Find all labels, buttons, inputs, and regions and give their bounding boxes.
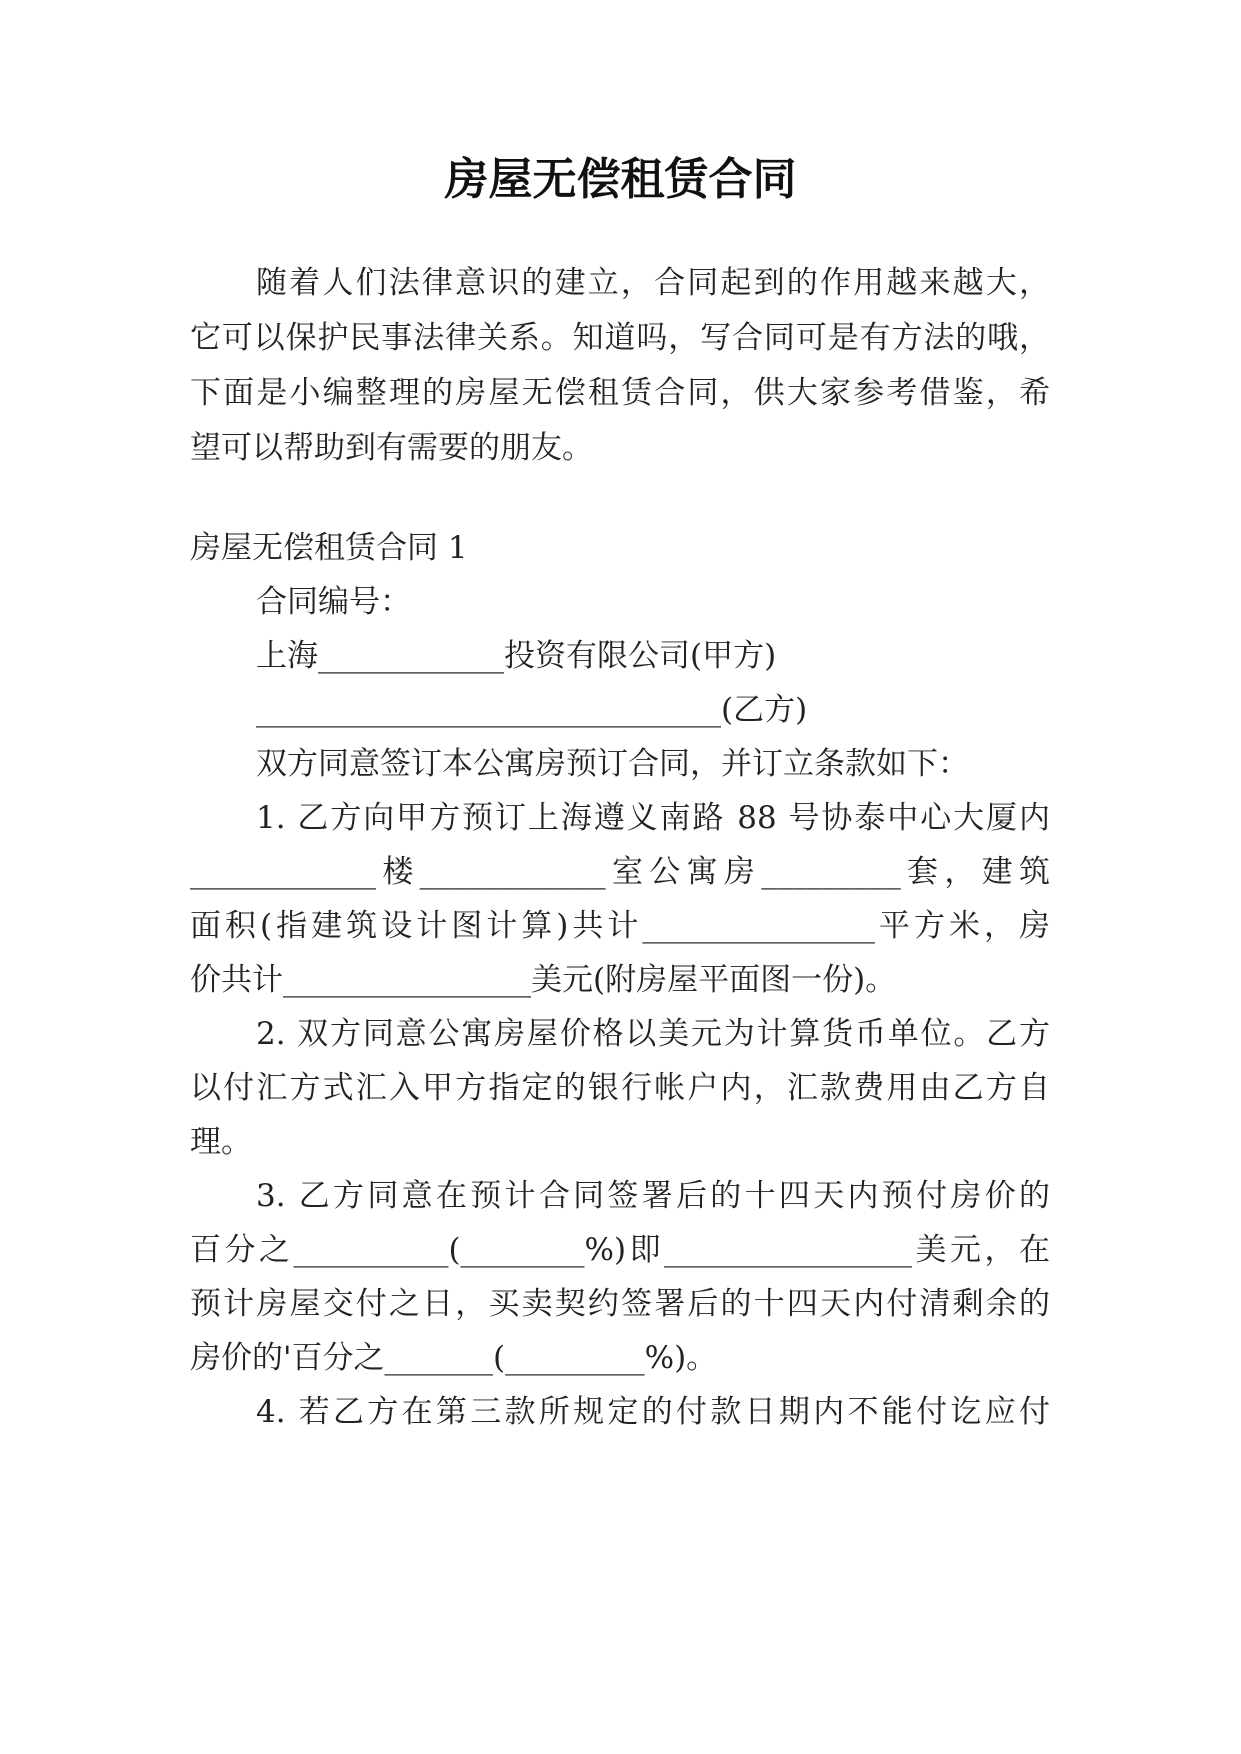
clause-1-line-4: 价共计________________美元(附房屋平面图一份)。	[190, 962, 897, 998]
clause-3-line-2: 百分之__________(________%)即________________美元，在	[190, 1232, 1050, 1268]
agreement-intro-line: 双方同意签订本公寓房预订合同，并订立条款如下：	[256, 746, 969, 782]
intro-line-4: 望可以帮助到有需要的朋友。	[190, 430, 593, 466]
clause-3-line-1: 3. 乙方同意在预计合同签署后的十四天内预付房价的	[256, 1178, 1050, 1214]
clause-1-line-3: 面积(指建筑设计图计算)共计_______________平方米，房	[190, 908, 1050, 944]
clause-3-line-3: 预计房屋交付之日，买卖契约签署后的十四天内付清剩余的	[190, 1286, 1050, 1322]
clause-2-line-1: 2. 双方同意公寓房屋价格以美元为计算货币单位。乙方	[256, 1016, 1050, 1052]
section-heading: 房屋无偿租赁合同 1	[190, 530, 468, 566]
document-title: 房屋无偿租赁合同	[444, 154, 797, 205]
intro-line-3: 下面是小编整理的房屋无偿租赁合同，供大家参考借鉴，希	[190, 375, 1050, 411]
intro-line-2: 它可以保护民事法律关系。知道吗，写合同可是有方法的哦，	[190, 320, 1050, 356]
intro-line-1: 随着人们法律意识的建立，合同起到的作用越来越大，	[256, 265, 1050, 301]
contract-number-label: 合同编号：	[256, 584, 411, 620]
party-b-line: ______________________________(乙方)	[256, 692, 808, 728]
clause-2-line-2: 以付汇方式汇入甲方指定的银行帐户内，汇款费用由乙方自	[190, 1070, 1050, 1106]
clause-3-line-4: 房价的'百分之_______(_________%)。	[190, 1340, 718, 1376]
clause-1-line-1: 1. 乙方向甲方预订上海遵义南路 88 号协泰中心大厦内	[256, 800, 1050, 836]
clause-1-line-2: ____________楼____________室公寓房_________套，建筑	[190, 854, 1050, 890]
party-a-line: 上海____________投资有限公司(甲方)	[256, 638, 777, 674]
clause-4-line-1: 4. 若乙方在第三款所规定的付款日期内不能付讫应付	[256, 1394, 1050, 1430]
clause-2-line-3: 理。	[190, 1124, 252, 1160]
